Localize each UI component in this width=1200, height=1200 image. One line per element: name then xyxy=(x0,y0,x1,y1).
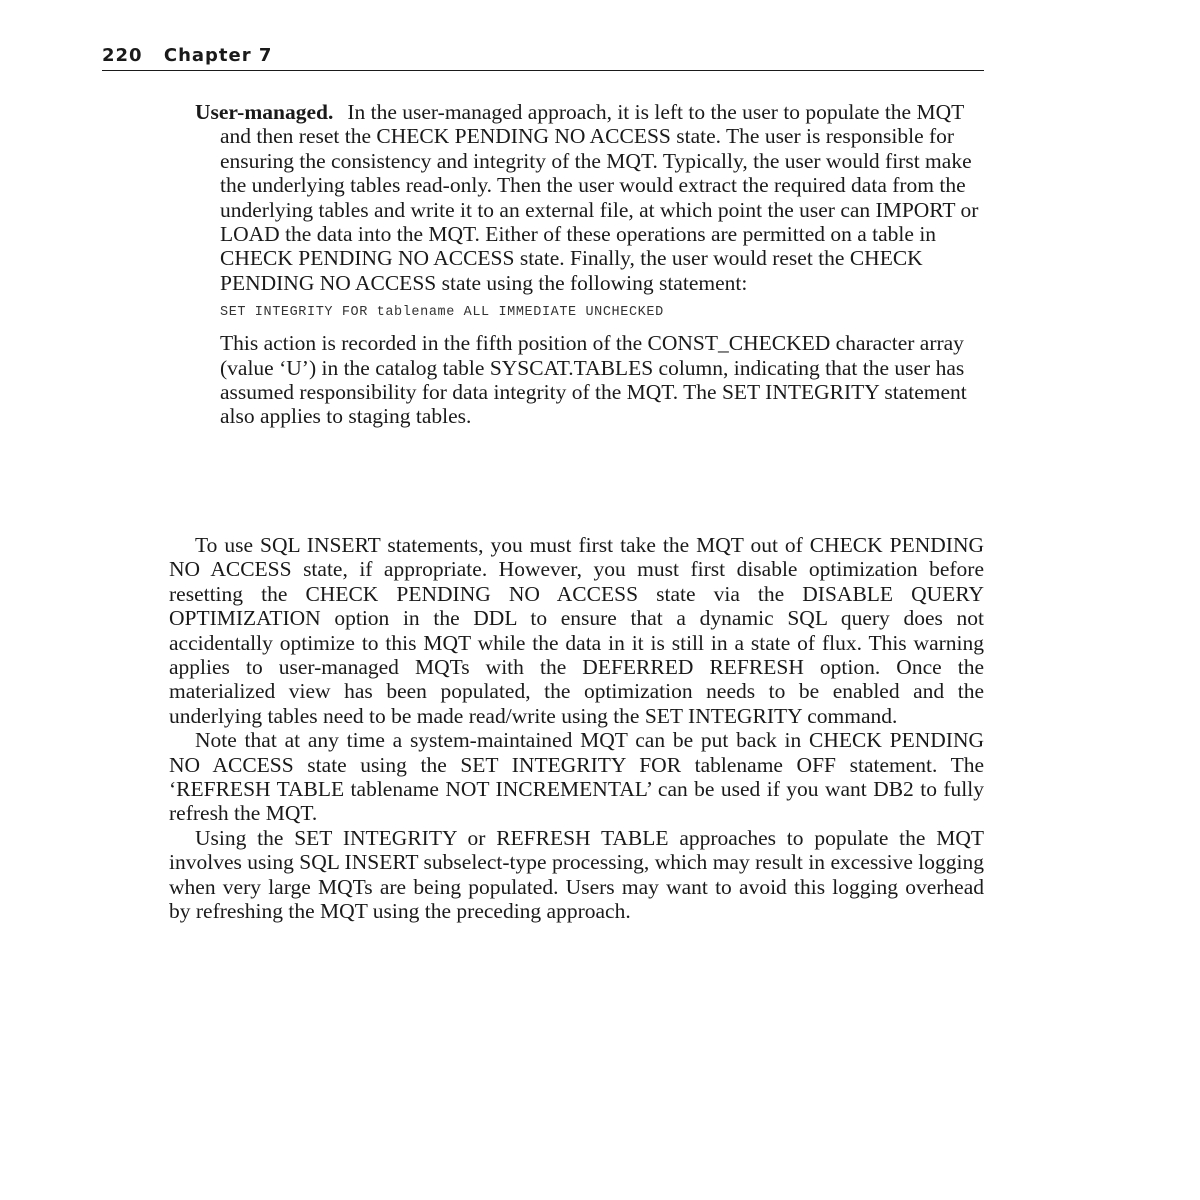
entry-text: In the user-managed approach, it is left to the user to populate the MQT and then reset the CHECK PENDING NO ACCESS state. The user is responsible for ensuring the consistency and integrity of the MQT. Typically, the user would first make the underlying tables read-only. Then the user would extract the required data from the underlying tables and write it to an external file, at which point the user can IMPORT or LOAD the data into the MQT. Either of these operations are permitted on a table in CHECK PENDING NO ACCESS state. Finally, the user would reset the CHECK PENDING NO ACCESS state using the following statement: xyxy=(220,100,979,295)
body-paragraph: To use SQL INSERT statements, you must first take the MQT out of CHECK PENDING NO ACCESS state, if appropriate. However, you must first disable optimization before resetting the CHECK PENDING NO ACCESS state via the DISABLE QUERY OPTIMIZATION option in the DDL to ensure that a dynamic SQL query does not accidentally optimize to this MQT while the data in it is still in a state of flux. This warning applies to user-managed MQTs with the DEFERRED REFRESH option. Once the materialized view has been populated, the optimization needs to be enabled and the underlying tables need to be made read/write using the SET INTEGRITY command. xyxy=(169,533,984,728)
user-managed-paragraph xyxy=(195,100,985,295)
body-text xyxy=(169,533,984,924)
entry-term: User-managed. xyxy=(195,100,334,124)
entry-continuation: This action is recorded in the fifth position of the CONST_CHECKED character array (value ‘U’) in the catalog table SYSCAT.TABLES column, indicating that the user has assumed responsibility for data integrity of the MQT. The SET INTEGRITY statement also applies to staging tables. xyxy=(220,331,967,429)
chapter-title: Chapter 7 xyxy=(163,45,273,66)
code-statement: SET INTEGRITY FOR tablename ALL IMMEDIATE UNCHECKED xyxy=(220,305,664,321)
body-paragraph: Using the SET INTEGRITY or REFRESH TABLE approaches to populate the MQT involves using SQL INSERT subselect-type processing, which may result in excessive logging when very large MQTs are being populated. Users may want to avoid this logging overhead by refreshing the MQT using the preceding approach. xyxy=(169,825,984,924)
user-managed-entry xyxy=(195,100,985,429)
running-header xyxy=(102,44,984,71)
body-paragraph: Note that at any time a system-maintained MQT can be put back in CHECK PENDING NO ACCESS state using the SET INTEGRITY FOR tablename OFF statement. The ‘REFRESH TABLE tablename NOT INCREMENTAL’ can be used if you want DB2 to fully refresh the MQT. xyxy=(169,728,984,826)
page-number: 220 xyxy=(102,45,143,66)
